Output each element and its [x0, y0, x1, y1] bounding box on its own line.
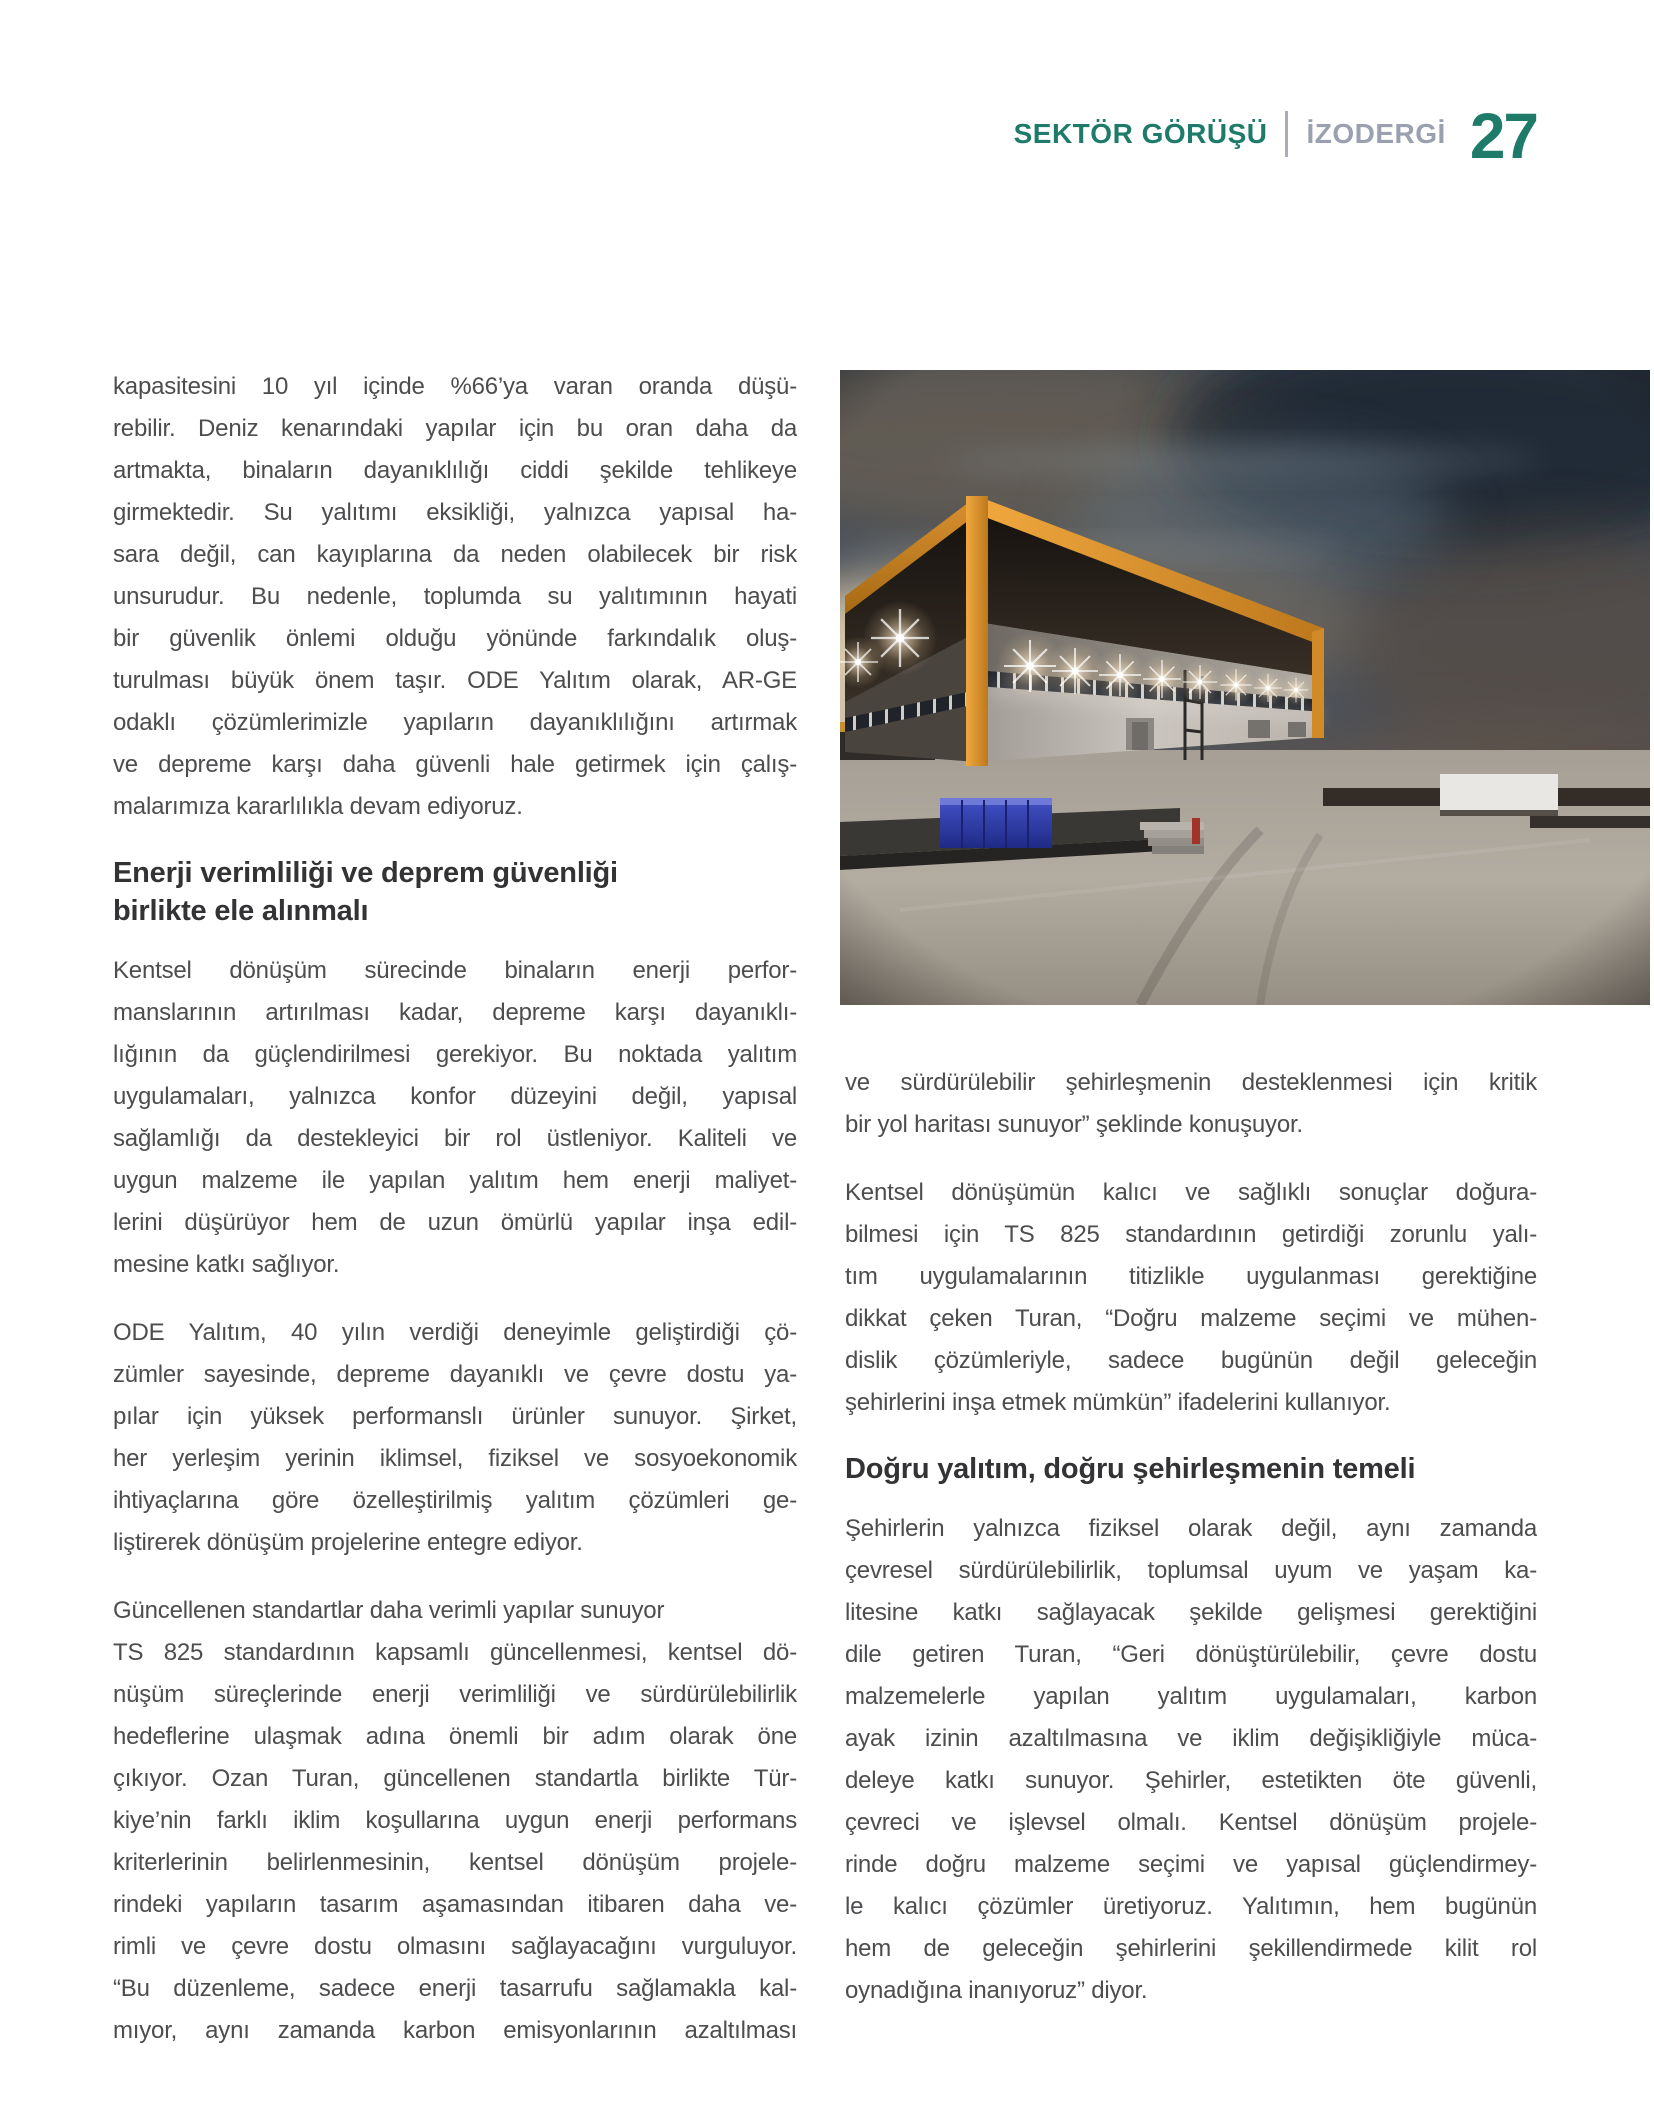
page-header — [1013, 100, 1537, 172]
text-line: bir güvenlik önlemi olduğu yönünde farkındalık oluş- — [113, 625, 797, 652]
text-line: mesine katkı sağlıyor. — [113, 1251, 340, 1278]
text-line: rebilir. Deniz kenarındaki yapılar için bu oran daha da — [113, 415, 797, 442]
text-line: rinde doğru malzeme seçimi ve yapısal güçlendirmey- — [845, 1851, 1537, 1878]
text-line: çevresel sürdürülebilirlik, toplumsal uyum ve yaşam ka- — [845, 1557, 1537, 1584]
text-line: TS 825 standardının kapsamlı güncellenmesi, kentsel dö- — [113, 1639, 797, 1666]
text-line: her yerleşim yerinin iklimsel, fiziksel ve sosyoekonomik — [113, 1445, 797, 1472]
text-line: mıyor, aynı zamanda karbon emisyonlarının azaltılması — [113, 2017, 797, 2044]
page-number: 27 — [1469, 100, 1537, 172]
text-line: dikkat çeken Turan, “Doğru malzeme seçimi ve mühen- — [845, 1305, 1537, 1332]
text-line: rimli ve çevre dostu olmasını sağlayacağını vurguluyor. — [113, 1933, 797, 1960]
text-line: dile getiren Turan, “Geri dönüştürülebilir, çevre dostu — [845, 1641, 1537, 1668]
text-line: nüşüm süreçlerinde enerji verimliliği ve sürdürülebilirlik — [113, 1681, 797, 1708]
section-heading — [845, 1450, 1537, 1488]
text-line: çevreci ve işlevsel olmalı. Kentsel dönüşüm projele- — [845, 1809, 1537, 1836]
text-line: odaklı çözümlerimizle yapıların dayanıklılığını artırmak — [113, 709, 797, 736]
text-line: çıkıyor. Ozan Turan, güncellenen standartla birlikte Tür- — [113, 1765, 797, 1792]
body-paragraph — [113, 950, 797, 1286]
body-paragraph — [113, 1590, 797, 2052]
text-line: Güncellenen standartlar daha verimli yapılar sunuyor — [113, 1597, 665, 1624]
right-text-column — [845, 1062, 1537, 2038]
section-label: SEKTÖR GÖRÜŞÜ — [1013, 118, 1268, 149]
text-line: deleye katkı sunuyor. Şehirler, estetikten öte güvenli, — [845, 1767, 1537, 1794]
text-line: ve depreme karşı daha güvenli hale getirmek için çalış- — [113, 751, 797, 778]
text-line: oynadığına inanıyoruz” diyor. — [845, 1977, 1148, 2004]
text-line: kiye’nin farklı iklim koşullarına uygun enerji performans — [113, 1807, 797, 1834]
text-line: kriterlerinin belirlenmesinin, kentsel dönüşüm projele- — [113, 1849, 797, 1876]
body-paragraph — [845, 1508, 1537, 2012]
text-line: “Bu düzenleme, sadece enerji tasarrufu sağlamakla kal- — [113, 1975, 797, 2002]
heading-line: birlikte ele alınmalı — [113, 895, 369, 927]
text-line: Kentsel dönüşümün kalıcı ve sağlıklı sonuçlar doğura- — [845, 1179, 1537, 1206]
text-line: malarımıza kararlılıkla devam ediyoruz. — [113, 793, 523, 820]
text-line: bilmesi için TS 825 standardının getirdiği zorunlu yalı- — [845, 1221, 1537, 1248]
text-line: ayak izinin azaltılmasına ve iklim değişikliğiyle müca- — [845, 1725, 1537, 1752]
text-line: turulması büyük önem taşır. ODE Yalıtım olarak, AR-GE — [113, 667, 797, 694]
left-text-column — [113, 366, 797, 2078]
text-line: artmakta, binaların dayanıklılığı ciddi şekilde tehlikeye — [113, 457, 797, 484]
text-line: dislik çözümleriyle, sadece bugünün değil geleceğin — [845, 1347, 1537, 1374]
article-photo — [840, 370, 1650, 1005]
text-line: malzemelerle yapılan yalıtım uygulamaları, karbon — [845, 1683, 1537, 1710]
magazine-name: İZODERGİ — [1306, 118, 1446, 149]
text-line: sara değil, can kayıplarına da neden olabilecek bir risk — [113, 541, 797, 568]
text-line: zümler sayesinde, depreme dayanıklı ve çevre dostu ya- — [113, 1361, 797, 1388]
text-line: girmektedir. Su yalıtımı eksikliği, yalnızca yapısal ha- — [113, 499, 797, 526]
text-line: sağlamlığı da destekleyici bir rol üstleniyor. Kaliteli ve — [113, 1125, 797, 1152]
body-paragraph — [113, 1312, 797, 1564]
header-divider — [1285, 111, 1288, 157]
text-line: hem de geleceğin şehirlerini şekillendirmede kilit rol — [845, 1935, 1537, 1962]
text-line: lerini düşürüyor hem de uzun ömürlü yapılar inşa edil- — [113, 1209, 797, 1236]
text-line: ihtiyaçlarına göre özelleştirilmiş yalıtım çözümleri ge- — [113, 1487, 797, 1514]
text-line: lığının da güçlendirilmesi gerekiyor. Bu noktada yalıtım — [113, 1041, 797, 1068]
text-line: şehirlerini inşa etmek mümkün” ifadelerini kullanıyor. — [845, 1389, 1391, 1416]
text-line: le kalıcı çözümler üretiyoruz. Yalıtımın, hem bugünün — [845, 1893, 1537, 1920]
body-paragraph — [113, 366, 797, 828]
text-line: manslarının artırılması kadar, depreme karşı dayanıklı- — [113, 999, 797, 1026]
text-line: uygulamaları, yalnızca konfor düzeyini değil, yapısal — [113, 1083, 797, 1110]
text-line: bir yol haritası sunuyor” şeklinde konuşuyor. — [845, 1111, 1303, 1138]
body-paragraph — [845, 1172, 1537, 1424]
text-line: tım uygulamalarının titizlikle uygulanması gerektiğine — [845, 1263, 1537, 1290]
heading-line: Enerji verimliliği ve deprem güvenliği — [113, 857, 618, 889]
text-line: pılar için yüksek performanslı ürünler sunuyor. Şirket, — [113, 1403, 797, 1430]
text-line: unsurudur. Bu nedenle, toplumda su yalıtımının hayati — [113, 583, 797, 610]
text-line: Kentsel dönüşüm sürecinde binaların enerji perfor- — [113, 957, 797, 984]
text-line: uygun malzeme ile yapılan yalıtım hem enerji maliyet- — [113, 1167, 797, 1194]
text-line: ODE Yalıtım, 40 yılın verdiği deneyimle geliştirdiği çö- — [113, 1319, 797, 1346]
body-paragraph — [845, 1062, 1537, 1146]
text-line: Şehirlerin yalnızca fiziksel olarak değil, aynı zamanda — [845, 1515, 1537, 1542]
heading-line: Doğru yalıtım, doğru şehirleşmenin temeli — [845, 1453, 1416, 1485]
text-line: liştirerek dönüşüm projelerine entegre ediyor. — [113, 1529, 583, 1556]
text-line: litesine katkı sağlayacak şekilde gelişmesi gerektiğini — [845, 1599, 1537, 1626]
section-heading — [113, 854, 797, 930]
photo-vignette — [840, 370, 1650, 1005]
text-line: hedeflerine ulaşmak adına önemli bir adım olarak öne — [113, 1723, 797, 1750]
text-line: ve sürdürülebilir şehirleşmenin desteklenmesi için kritik — [845, 1069, 1537, 1096]
text-line: rindeki yapıların tasarım aşamasından itibaren daha ve- — [113, 1891, 797, 1918]
text-line: kapasitesini 10 yıl içinde %66’ya varan oranda düşü- — [113, 373, 797, 400]
